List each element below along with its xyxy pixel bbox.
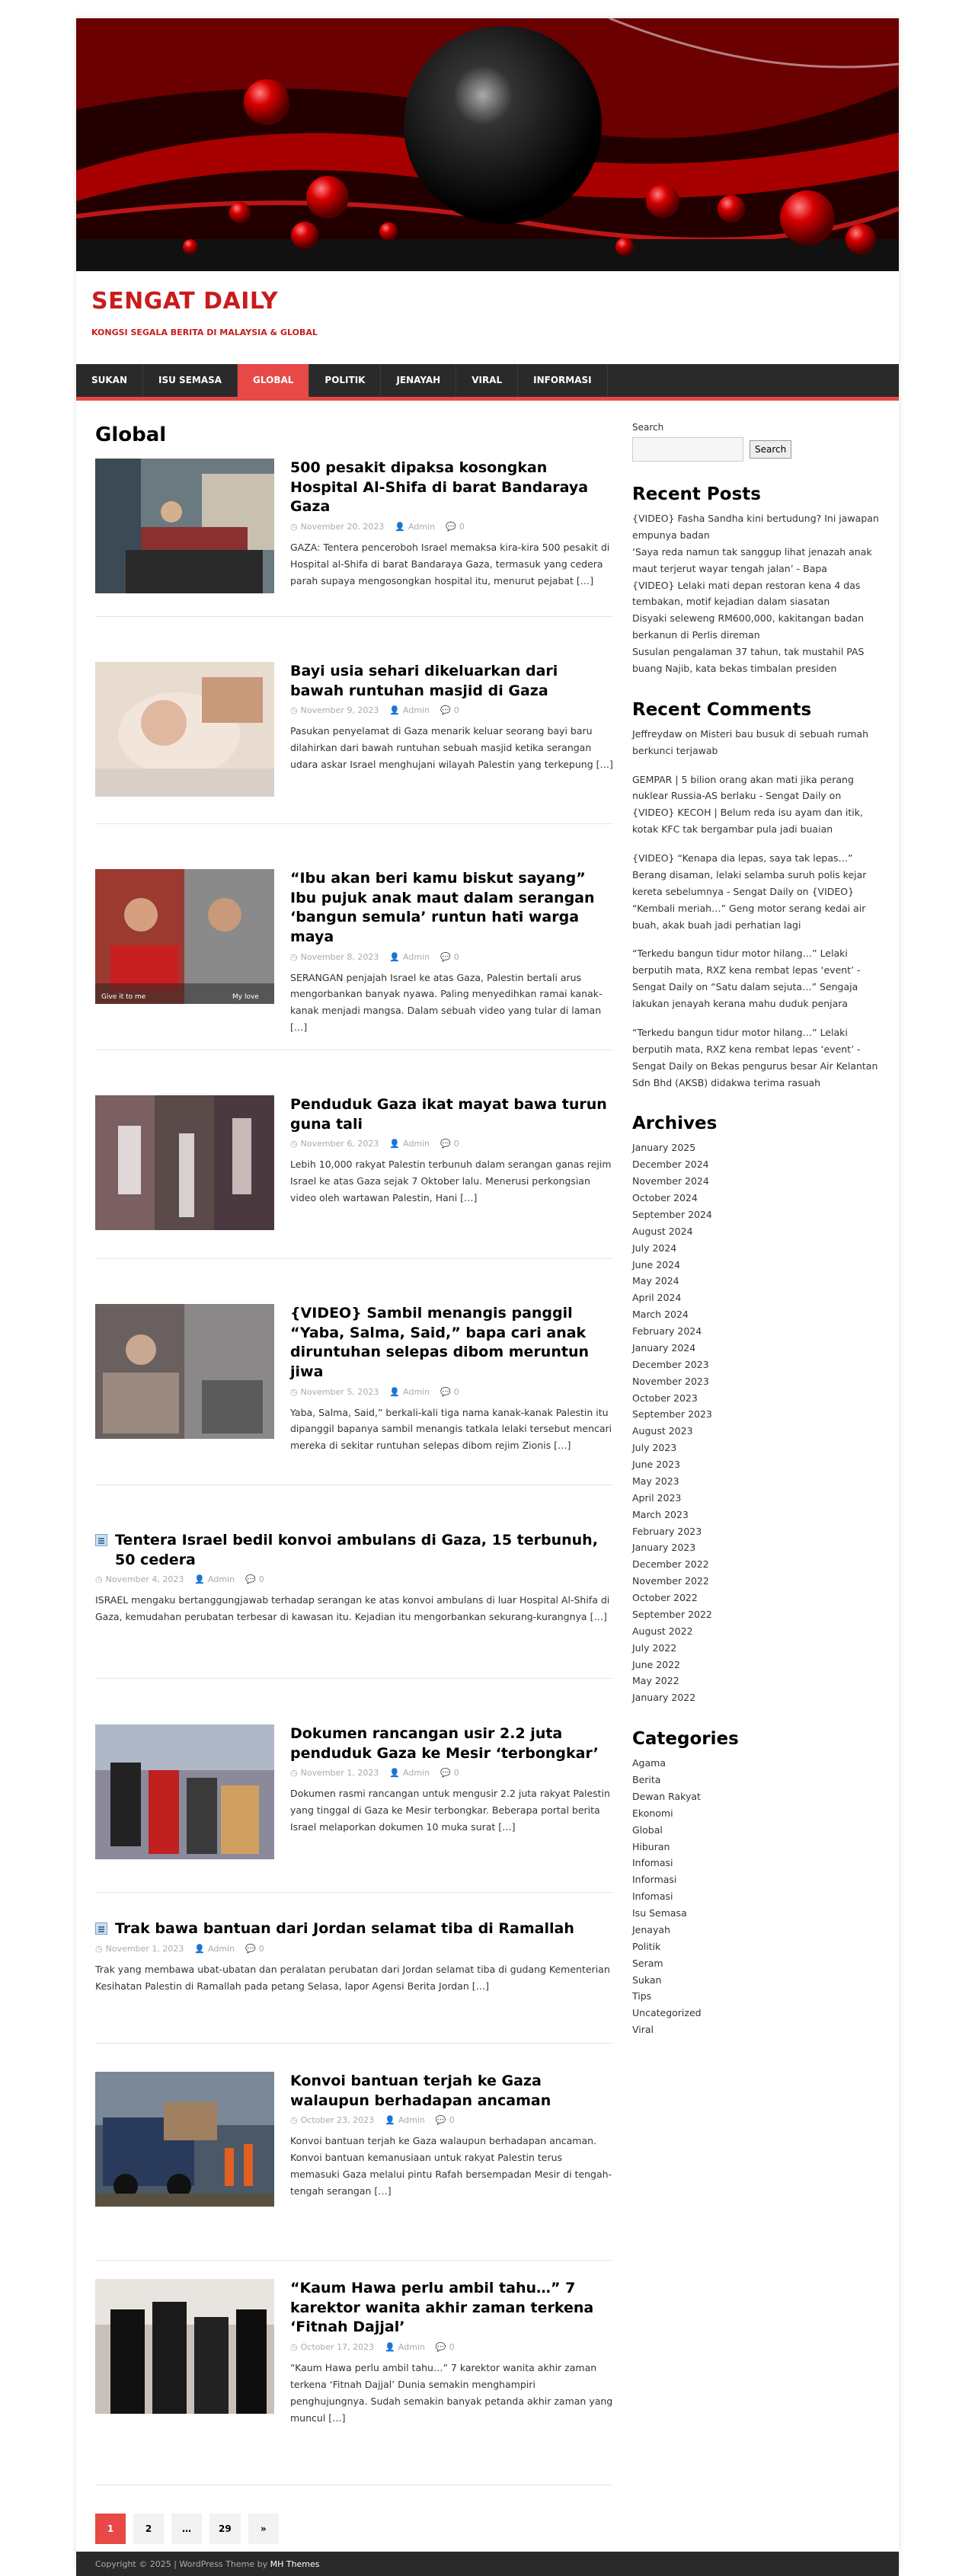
svg-text:My love: My love <box>232 993 259 1001</box>
category-link[interactable]: Politik <box>632 1940 661 1952</box>
article-comments[interactable]: 0 <box>258 1574 264 1585</box>
user-icon: 👤 <box>395 521 406 532</box>
archive-link[interactable]: May 2023 <box>632 1475 679 1487</box>
category-link[interactable]: Sukan <box>632 1974 662 1986</box>
article-author[interactable]: Admin <box>208 1943 235 1954</box>
nav-item-sukan[interactable]: SUKAN <box>76 364 143 397</box>
category-link[interactable]: Agama <box>632 1757 666 1769</box>
archive-link[interactable]: June 2022 <box>632 1658 681 1670</box>
archive-link[interactable]: March 2023 <box>632 1508 689 1520</box>
article-excerpt: Lebih 10,000 rakyat Palestin terbunuh dalam serangan ganas rejim Israel ke atas Gaza sejak 7 Oktober lalu. Menerusi perkongsian video oleh wartawan Palestin, Hani […] <box>290 1159 612 1204</box>
category-link[interactable]: Viral <box>632 2024 654 2036</box>
clock-icon: ◷ <box>290 1768 298 1779</box>
recent-comment[interactable]: {VIDEO} “Kenapa dia lepas, saya tak lepas…” Berang disaman, lelaki selamba suruh polis kejar kereta sebelumnya - Sengat Daily on {VIDEO} “Kembali meriah…” Geng motor serang kedai air buah, akak buah jadi perhatian lagi <box>632 852 867 931</box>
comment-icon: 💬 <box>440 1386 451 1397</box>
search-form <box>632 437 884 462</box>
category-link[interactable]: Jenayah <box>632 1923 670 1935</box>
recent-posts-list <box>632 510 884 677</box>
user-icon: 👤 <box>389 1139 401 1149</box>
article-divider <box>95 2260 613 2261</box>
main-content <box>95 414 613 2424</box>
article-comments[interactable]: 0 <box>453 705 459 716</box>
archive-link[interactable]: April 2023 <box>632 1491 682 1504</box>
recent-posts-title: Recent Posts <box>632 484 761 504</box>
category-link[interactable]: Ekonomi <box>632 1807 673 1819</box>
clock-icon: ◷ <box>290 951 298 962</box>
nav-item-informasi[interactable]: INFORMASI <box>518 364 607 397</box>
archive-link[interactable]: November 2022 <box>632 1575 709 1587</box>
comment-icon: 💬 <box>440 1768 451 1779</box>
nav-item-jenayah[interactable]: JENAYAH <box>381 364 456 397</box>
archive-link[interactable]: August 2024 <box>632 1225 693 1237</box>
article-comments[interactable]: 0 <box>453 1386 459 1397</box>
article-title[interactable]: Penduduk Gaza ikat mayat bawa turun guna tali <box>290 1096 607 1133</box>
categories-title: Categories <box>632 1729 739 1750</box>
recent-comment[interactable]: “Terkedu bangun tidur motor hilang…” Lelaki berputih mata, RXZ kena rembat lepas ‘event’ - Sengat Daily on Bekas pengurus besar Air Kelantan Sdn Bhd (AKSB) didakwa terima rasuah <box>632 1026 878 1088</box>
user-icon: 👤 <box>389 1768 401 1779</box>
header-banner-image[interactable] <box>76 18 899 271</box>
article-divider <box>95 1258 613 1259</box>
article-excerpt: ISRAEL mengaku bertanggungjawab terhadap serangan ke atas konvoi ambulans di luar Hospital Al-Shifa di Gaza, kemudahan perubatan terbesar di kawasan itu. Kejadian itu mengorbankan sekurang-kurangnya […] <box>95 1594 610 1623</box>
article-author[interactable]: Admin <box>403 951 430 962</box>
archive-link[interactable]: August 2023 <box>632 1425 693 1437</box>
comment-icon: 💬 <box>245 1574 256 1585</box>
comment-icon: 💬 <box>440 705 451 716</box>
search-label: Search <box>632 422 664 433</box>
article-date: October 23, 2023 <box>300 2115 375 2126</box>
nav-item-viral[interactable]: VIRAL <box>456 364 518 397</box>
article-thumbnail[interactable] <box>95 869 274 1004</box>
article-title[interactable] <box>95 1919 613 1939</box>
article-thumbnail[interactable] <box>95 662 274 797</box>
article-date: November 8, 2023 <box>300 951 379 962</box>
article-title[interactable]: 500 pesakit dipaksa kosongkan Hospital Al-Shifa di barat Bandaraya Gaza <box>290 459 589 516</box>
clock-icon: ◷ <box>290 1139 298 1149</box>
article-meta <box>290 1768 613 1778</box>
nav-item-isu-semasa[interactable]: ISU SEMASA <box>143 364 238 397</box>
document-icon <box>95 1534 107 1546</box>
pagination-ellipsis: … <box>171 2514 202 2544</box>
category-link[interactable]: Global <box>632 1823 663 1836</box>
category-link[interactable]: Informasi <box>632 1874 677 1886</box>
article-title[interactable] <box>95 1531 613 1570</box>
archive-link[interactable]: December 2022 <box>632 1558 709 1571</box>
next-page-link[interactable]: » <box>248 2514 279 2544</box>
article-author[interactable]: Admin <box>208 1574 235 1585</box>
page-2-link[interactable]: 2 <box>133 2514 164 2544</box>
article-thumbnail[interactable] <box>95 1724 274 1859</box>
comment-icon: 💬 <box>245 1943 256 1954</box>
sidebar <box>632 422 884 2038</box>
archives-list <box>632 1139 884 1706</box>
clock-icon: ◷ <box>290 2341 298 2352</box>
article-excerpt: Trak yang membawa ubat-ubatan dan peralatan perubatan dari Jordan selamat tiba di gudang Kementerian Kesihatan Palestin di Ramallah pada petang Selasa, lapor Agensi Berita Jordan […] <box>95 1963 610 1992</box>
category-link[interactable]: Seram <box>632 1957 663 1969</box>
article-divider <box>95 2043 613 2044</box>
article-author[interactable]: Admin <box>403 1768 430 1779</box>
article-divider <box>95 616 613 617</box>
clock-icon: ◷ <box>95 1943 103 1954</box>
article-date: November 9, 2023 <box>300 705 379 716</box>
article-date: November 1, 2023 <box>300 1768 379 1779</box>
article-excerpt: Pasukan penyelamat di Gaza menarik keluar seorang bayi baru dilahirkan dari bawah runtuhan sebuah masjid ketika serangan udara askar Israel menghujani wilayah Palestin yang terkepung […] <box>290 725 613 771</box>
archive-link[interactable]: November 2024 <box>632 1175 709 1187</box>
archive-link[interactable]: September 2023 <box>632 1408 712 1421</box>
article-comments[interactable]: 0 <box>459 521 465 532</box>
search-input[interactable] <box>632 437 743 462</box>
article-date: November 1, 2023 <box>105 1943 184 1954</box>
category-link[interactable]: Infomasi <box>632 1857 673 1869</box>
article-title[interactable]: Konvoi bantuan terjah ke Gaza walaupun berhadapan ancaman <box>290 2073 551 2109</box>
archive-link[interactable]: January 2022 <box>632 1692 696 1704</box>
clock-icon: ◷ <box>290 705 298 716</box>
article-author[interactable]: Admin <box>403 705 430 716</box>
category-link[interactable]: Dewan Rakyat <box>632 1790 701 1802</box>
article-divider <box>95 823 613 824</box>
article-thumbnail[interactable] <box>95 2279 274 2414</box>
article-title[interactable]: Bayi usia sehari dikeluarkan dari bawah runtuhan masjid di Gaza <box>290 663 558 699</box>
recent-post-link[interactable]: Disyaki seleweng RM600,000, kakitangan badan berkanun di Perlis direman <box>632 612 865 641</box>
article-title-text[interactable]: Trak bawa bantuan dari Jordan selamat tiba di Ramallah <box>115 1920 574 1937</box>
archive-link[interactable]: April 2024 <box>632 1292 682 1304</box>
user-icon: 👤 <box>194 1943 206 1954</box>
page-wrapper <box>76 18 899 2570</box>
recent-comment[interactable]: “Terkedu bangun tidur motor hilang…” Lelaki berputih mata, RXZ kena rembat lepas ‘event’ - Sengat Daily on “Satu dalam sejuta…” Sengaja lakukan jenayah kerana mahu duduk penjara <box>632 948 861 1009</box>
site-description: KONGSI SEGALA BERITA DI MALAYSIA & GLOBAL <box>91 328 318 337</box>
article-meta <box>290 522 613 532</box>
archive-link[interactable]: July 2023 <box>632 1442 677 1454</box>
user-icon: 👤 <box>194 1574 206 1585</box>
clock-icon: ◷ <box>290 1386 298 1397</box>
article-comments[interactable]: 0 <box>453 1768 459 1779</box>
categories-list <box>632 1755 884 2038</box>
comment-icon: 💬 <box>446 521 456 532</box>
recent-post-link[interactable]: Susulan pengalaman 37 tahun, tak mustahil PAS buang Najib, kata bekas timbalan presiden <box>632 646 865 674</box>
archive-link[interactable]: December 2024 <box>632 1159 709 1171</box>
footer-theme-link[interactable]: MH Themes <box>270 2559 320 2569</box>
category-link[interactable]: Hiburan <box>632 1840 670 1852</box>
article-meta <box>290 2342 613 2352</box>
archive-link[interactable]: November 2023 <box>632 1375 709 1387</box>
article-excerpt: “Kaum Hawa perlu ambil tahu…” 7 karektor wanita akhir zaman terkena ‘Fitnah Dajjal’ Dunia semakin menghampiri penghujungnya. Sudah semakin banyak petanda akhir zaman yang muncul […] <box>290 2361 613 2424</box>
article-thumbnail[interactable] <box>95 2072 274 2207</box>
article-date: November 20, 2023 <box>300 521 385 532</box>
article-thumbnail[interactable] <box>95 1095 274 1230</box>
article-meta <box>95 1944 613 1954</box>
archive-link[interactable]: July 2024 <box>632 1242 677 1254</box>
article-title-text[interactable]: Tentera Israel bedil konvoi ambulans di Gaza, 15 terbunuh, 50 cedera <box>115 1532 598 1568</box>
document-icon <box>95 1922 107 1935</box>
article-author[interactable]: Admin <box>398 2341 425 2352</box>
archives-title: Archives <box>632 1114 718 1134</box>
site-title[interactable]: SENGAT DAILY <box>91 288 279 315</box>
article-meta <box>95 1574 613 1584</box>
article-excerpt: SERANGAN penjajah Israel ke atas Gaza, Palestin bertali arus mengorbankan banyak nyawa. Paling menyedihkan ramai kanak-kanak menjadi mangsa. Dalam sebuah video yang tular di laman […] <box>290 971 603 1034</box>
user-icon: 👤 <box>389 1386 401 1397</box>
article-author[interactable]: Admin <box>398 2115 425 2126</box>
archive-link[interactable]: May 2024 <box>632 1275 679 1287</box>
page-title: Global <box>95 423 167 446</box>
nav-item-politik[interactable]: POLITIK <box>309 364 381 397</box>
user-icon: 👤 <box>389 705 401 716</box>
user-icon: 👤 <box>389 951 401 962</box>
category-link[interactable]: Infomasi <box>632 1890 673 1903</box>
archive-link[interactable]: September 2022 <box>632 1608 712 1620</box>
article-excerpt: Konvoi bantuan terjah ke Gaza walaupun berhadapan ancaman. Konvoi bantuan kemanusiaan untuk rakyat Palestin terus memasuki Gaza melalui pintu Rafah bersempadan Mesir di tengah-tengah serangan […] <box>290 2135 612 2197</box>
article-meta <box>290 2115 613 2125</box>
article-comments[interactable]: 0 <box>258 1943 264 1954</box>
article-meta <box>290 1387 613 1397</box>
comment-icon: 💬 <box>440 1139 451 1149</box>
article-date: November 4, 2023 <box>105 1574 184 1585</box>
comment-icon: 💬 <box>435 2341 446 2352</box>
article-date: November 5, 2023 <box>300 1386 379 1397</box>
article-title[interactable]: {VIDEO} Sambil menangis panggil “Yaba, Salma, Said,” bapa cari anak diruntuhan selepas dibom meruntun jiwa <box>290 1305 589 1380</box>
archive-link[interactable]: February 2024 <box>632 1325 702 1337</box>
archive-link[interactable]: July 2022 <box>632 1641 677 1654</box>
archive-link[interactable]: October 2024 <box>632 1192 698 1203</box>
article-author[interactable]: Admin <box>403 1386 430 1397</box>
archive-link[interactable]: May 2022 <box>632 1675 679 1687</box>
article-comments[interactable]: 0 <box>449 2115 455 2126</box>
nav-item-global[interactable]: GLOBAL <box>238 364 309 397</box>
article-meta <box>290 705 613 715</box>
article-excerpt: GAZA: Tentera penceroboh Israel memaksa kira-kira 500 pesakit di Hospital al-Shifa di barat Bandaraya Gaza, termasuk yang cedera parah supaya mengosongkan hospital itu, menurut pejabat […] <box>290 541 610 586</box>
archive-link[interactable]: June 2024 <box>632 1258 681 1270</box>
search-button[interactable]: Search <box>750 440 791 459</box>
archive-link[interactable]: October 2023 <box>632 1392 698 1404</box>
pagination <box>95 2514 279 2544</box>
article-meta <box>290 952 613 962</box>
article-divider <box>95 1678 613 1679</box>
article-comments[interactable]: 0 <box>453 951 459 962</box>
archive-link[interactable]: March 2024 <box>632 1309 689 1321</box>
clock-icon: ◷ <box>290 2115 298 2126</box>
svg-text:Give it to me: Give it to me <box>101 993 146 1001</box>
recent-comments-list <box>632 726 884 1091</box>
comment-icon: 💬 <box>440 951 451 962</box>
main-navigation <box>76 364 899 401</box>
recent-post-link[interactable]: {VIDEO} Lelaki mati depan restoran kena 4 das tembakan, motif kejadian dalam siasatan <box>632 579 861 608</box>
article-thumbnail[interactable] <box>95 459 274 593</box>
page-1-link[interactable]: 1 <box>95 2514 126 2544</box>
archive-link[interactable]: December 2023 <box>632 1358 709 1370</box>
article-excerpt: Dokumen rasmi rancangan untuk mengusir 2.2 juta rakyat Palestin yang tinggal di Gaza ke Mesir terbongkar. Beberapa portal berita Israel melaporkan dokumen 10 muka surat […] <box>290 1788 610 1833</box>
footer-copyright <box>95 2559 320 2569</box>
comment-icon: 💬 <box>435 2115 446 2126</box>
page-29-link[interactable]: 29 <box>209 2514 241 2544</box>
archive-link[interactable]: June 2023 <box>632 1459 681 1470</box>
article-author[interactable]: Admin <box>403 1139 430 1149</box>
recent-post-link[interactable]: {VIDEO} Fasha Sandha kini bertudung? Ini jawapan empunya badan <box>632 513 879 541</box>
recent-comments-title: Recent Comments <box>632 699 812 720</box>
user-icon: 👤 <box>385 2341 395 2352</box>
recent-post-link[interactable]: ‘Saya reda namun tak sanggup lihat jenazah anak maut terjerut wayar tengah jalan’ - Bapa <box>632 545 872 574</box>
article-date: October 17, 2023 <box>300 2341 375 2352</box>
footer-text: Copyright © 2025 | WordPress Theme by <box>95 2559 268 2569</box>
article-title[interactable]: “Kaum Hawa perlu ambil tahu…” 7 karektor wanita akhir zaman terkena ‘Fitnah Dajjal’ <box>290 2280 594 2336</box>
category-link[interactable]: Berita <box>632 1774 661 1785</box>
article-title[interactable]: Dokumen rancangan usir 2.2 juta penduduk Gaza ke Mesir ‘terbongkar’ <box>290 1725 599 1762</box>
clock-icon: ◷ <box>95 1574 103 1585</box>
article-comments[interactable]: 0 <box>449 2341 455 2352</box>
archive-link[interactable]: January 2025 <box>632 1142 696 1154</box>
article-date: November 6, 2023 <box>300 1139 379 1149</box>
category-link[interactable]: Uncategorized <box>632 2007 702 2019</box>
article-meta <box>290 1139 613 1149</box>
article-author[interactable]: Admin <box>408 521 436 532</box>
category-link[interactable]: Isu Semasa <box>632 1907 687 1919</box>
archive-link[interactable]: September 2024 <box>632 1208 712 1220</box>
article-excerpt: Yaba, Salma, Said,” berkali-kali tiga nama kanak-kanak Palestin itu dipanggil bapanya sambil menangis tatkala lelaki tersebut mencari mereka di sekitar runtuhan selepas dibom rejim Zionis […] <box>290 1406 612 1452</box>
archive-link[interactable]: August 2022 <box>632 1625 693 1637</box>
user-icon: 👤 <box>385 2115 395 2126</box>
article-divider <box>95 1892 613 1893</box>
archive-link[interactable]: January 2024 <box>632 1341 696 1354</box>
article-comments[interactable]: 0 <box>453 1139 459 1149</box>
recent-comment[interactable]: Jeffreydaw on Misteri bau busuk di sebuah rumah berkunci terjawab <box>632 727 869 756</box>
article-title[interactable]: “Ibu akan beri kamu biskut sayang” Ibu pujuk anak maut dalam serangan ‘bangun semula’ runtun hati warga maya <box>290 870 595 945</box>
clock-icon: ◷ <box>290 521 298 532</box>
article-thumbnail[interactable] <box>95 1304 274 1439</box>
archive-link[interactable]: February 2023 <box>632 1525 702 1537</box>
footer <box>76 2552 899 2576</box>
recent-comment[interactable]: GEMPAR | 5 bilion orang akan mati jika perang nuklear Russia-AS berlaku - Sengat Daily on {VIDEO} KECOH | Belum reda isu ayam dan itik, kotak KFC tak bergambar pula jadi buaian <box>632 773 863 836</box>
archive-link[interactable]: October 2022 <box>632 1592 698 1603</box>
archive-link[interactable]: January 2023 <box>632 1542 696 1554</box>
category-link[interactable]: Tips <box>632 1990 652 2002</box>
